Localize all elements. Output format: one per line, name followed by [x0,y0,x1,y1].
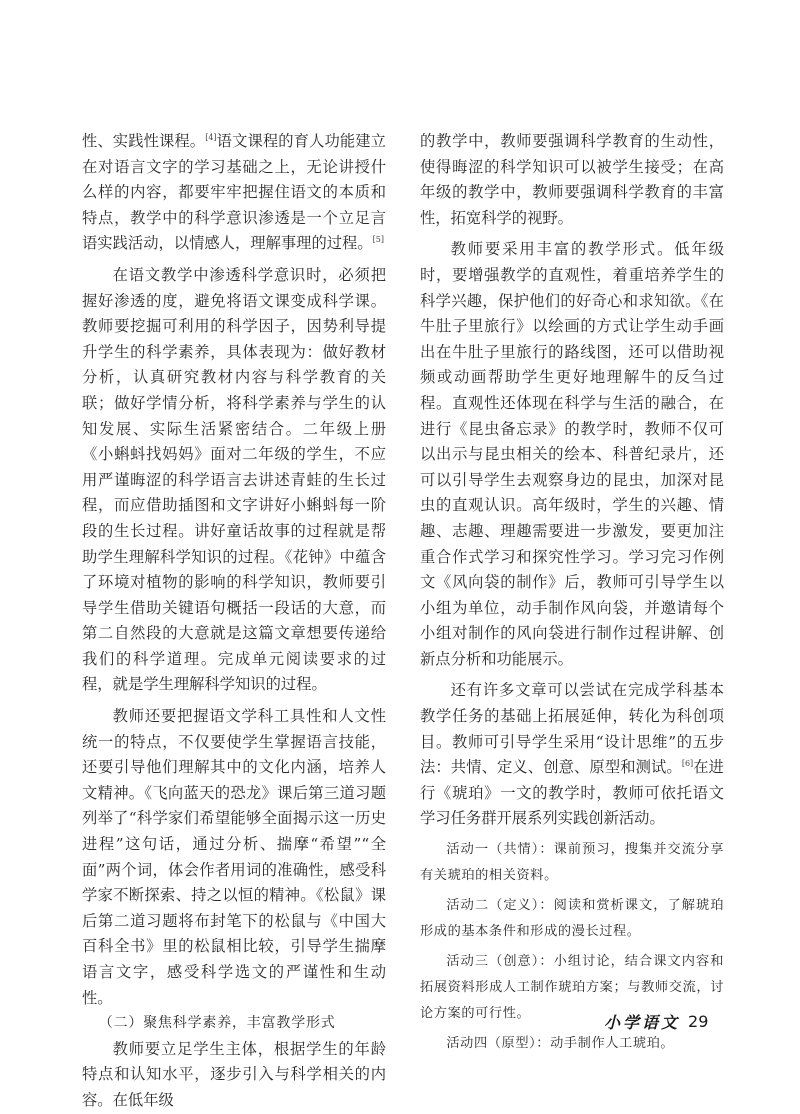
activity-item: 活动四（原型）：动手制作人工琥珀。 [446,1036,675,1052]
paragraph-text: 还有许多文章可以尝试在完成学科基本教学任务的基础上拓展延伸，转化为科创项目。教师可引导学生采用“设计思维”的五步法：共情、定义、创意、原型和测试。 [420,681,724,777]
activity-item: 活动一（共情）：课前预习，搜集并交流分享有关琥珀的相关资料。 [420,842,724,883]
page-footer [604,1009,724,1033]
paragraph: 在语文教学中渗透科学意识时，必须把握好渗透的度，避免将语文课变成科学课。教师要挖掘可利用的科学因子，因势利导提升学生的科学素养，具体表现为：做好教材分析，认真研究教材内容与科学教育的关联；做好学情分析，将科学素养与学生的认知发展、实际生活紧密结合。二年级上册《小蝌蚪找妈妈》面对二年级的学生，不应用严谨晦涩的科学语言去讲述青蛙的生长过程，而应借助插图和文字讲好小蝌蚪每一阶段的生长过程。讲好童话故事的过程就是帮助学生理解科学知识的过程。《花钟》中蕴含了环境对植物的影响的科学知识，教师要引导学生借助关键语句概括一段话的大意，而第二自然段的大意就是这篇文章想要传递给我们的科学道理。完成单元阅读要求的过程，就是学生理解科学知识的过程。 [82,265,386,694]
activity-item: 活动三（创意）：小组讨论，结合课文内容和拓展资料形成人工制作琥珀方案；与教师交流，讨论方案的可行性。 [420,954,724,1021]
paragraph [420,678,724,832]
activity-item: 活动二（定义）：阅读和赏析课文，了解琥珀形成的基本条件和形成的漫长过程。 [420,898,724,939]
section-subheading: （二）聚焦科学素养，丰富教学形式 [98,1015,336,1032]
paragraph-text: 性、实践性课程。 [82,132,206,150]
right-column [420,129,724,1057]
paragraph-text: 在进行《琥珀》一文的教学时，教师可依托语文学习任务群开展系列实践创新活动。 [420,758,724,828]
paragraph-text: 语文课程的育人功能建立在对语言文字的学习基础之上，无论讲授什么样的内容，都要牢牢把握住语文的本质和特点，教学中的科学意识渗透是一个立足言语实践活动，以情感人，理解事理的过程。 [82,132,386,253]
citation-ref: [6] [681,759,694,769]
paragraph: 教师要采用丰富的教学形式。低年级时，要增强教学的直观性，着重培养学生的科学兴趣，保护他们的好奇心和求知欲。《在牛肚子里旅行》以绘画的方式让学生动手画出在牛肚子里旅行的路线图，还可以借助视频或动画帮助学生更好地理解牛的反刍过程。直观性还体现在科学与生活的融合，在进行《昆虫备忘录》的教学时，教师不仅可以出示与昆虫相关的绘本、科普纪录片，还可以引导学生去观察身边的昆虫，加深对昆虫的直观认识。高年级时，学生的兴趣、情趣、志趣、理趣需要进一步激发，要更加注重合作式学习和探究性学习。学习完习作例文《风向袋的制作》后，教师可引导学生以小组为单位，动手制作风向袋，并邀请每个小组对制作的风向袋进行制作过程讲解、创新点分析和功能展示。 [420,240,724,668]
paragraph: 的教学中，教师要强调科学教育的生动性，使得晦涩的科学知识可以被学生接受；在高年级的教学中，教师要强调科学教育的丰富性，拓宽科学的视野。 [420,132,724,227]
citation-ref: [5] [372,235,384,245]
paragraph [82,129,386,257]
page-number: 29 [688,1011,709,1031]
paragraph: 教师还要把握语文学科工具性和人文性统一的特点，不仅要使学生掌握语言技能，还要引导他们理解其中的文化内涵，培养人文精神。《飞向蓝天的恐龙》课后第三道习题列举了“科学家们希望能够全面揭示这一历史进程”这句话，通过分析、揣摩“希望”“全面”两个词，体会作者用词的准确性，感受科学家不断探索、持之以恒的精神。《松鼠》课后第二道习题将布封笔下的松鼠与《中国大百科全书》里的松鼠相比较，引导学生揣摩语言文字，感受科学选文的严谨性和生动性。 [82,707,386,1007]
paragraph: 教师要立足学生主体，根据学生的年龄特点和认知水平，逐步引入与科学相关的内容。在低年级 [82,1039,386,1109]
left-column [82,129,386,1114]
journal-name: 小学语文 [604,1012,681,1032]
citation-ref: [4] [205,133,217,142]
